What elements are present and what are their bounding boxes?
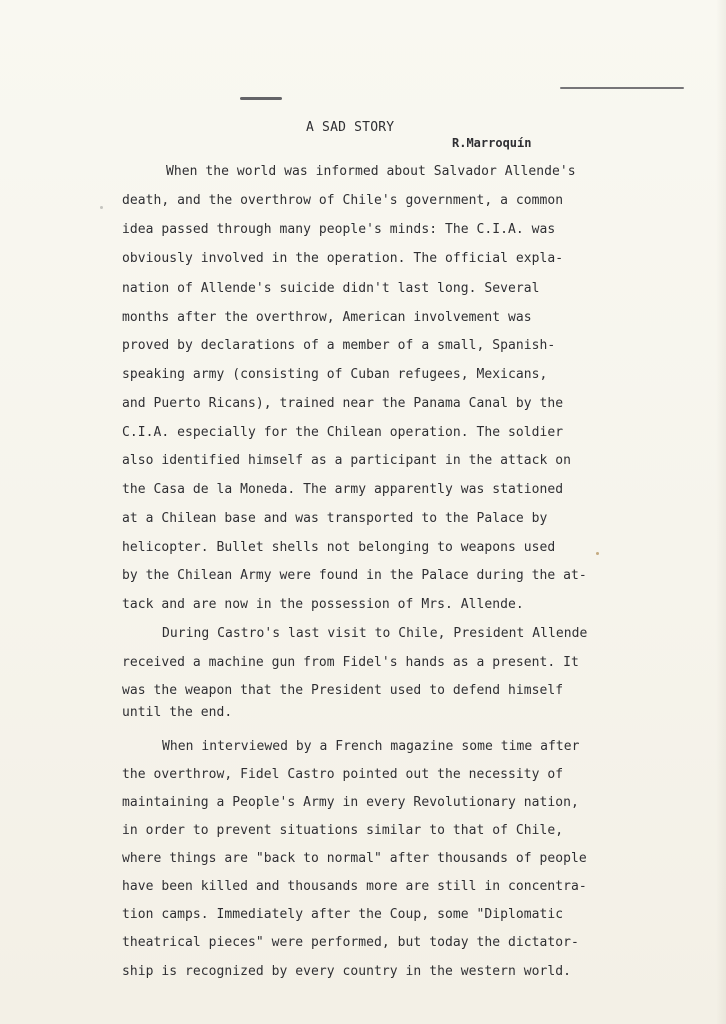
document-title: A SAD STORY xyxy=(306,120,395,135)
body-line: death, and the overthrow of Chile's government, a common xyxy=(122,193,564,208)
body-line: and Puerto Ricans), trained near the Panama Canal by the xyxy=(122,396,564,411)
ink-dot xyxy=(596,552,599,555)
body-line: the overthrow, Fidel Castro pointed out the necessity of xyxy=(122,767,564,782)
body-line: tion camps. Immediately after the Coup, some "Diplomatic xyxy=(122,907,564,922)
body-line: also identified himself as a participant in the attack on xyxy=(122,453,571,468)
body-line: When the world was informed about Salvador Allende's xyxy=(166,164,576,179)
ink-dot xyxy=(100,206,103,209)
body-line: helicopter. Bullet shells not belonging to weapons used xyxy=(122,540,556,555)
top-left-ink-mark xyxy=(240,97,282,100)
top-right-ink-mark xyxy=(560,87,684,89)
body-line: ship is recognized by every country in the western world. xyxy=(122,964,571,979)
body-line: at a Chilean base and was transported to the Palace by xyxy=(122,511,548,526)
document-author: R.Marroquín xyxy=(452,136,532,150)
body-line: theatrical pieces" were performed, but today the dictator- xyxy=(122,935,579,950)
body-line: in order to prevent situations similar to that of Chile, xyxy=(122,823,564,838)
body-line: by the Chilean Army were found in the Palace during the at- xyxy=(122,568,587,583)
body-line: speaking army (consisting of Cuban refugees, Mexicans, xyxy=(122,367,548,382)
body-line: where things are "back to normal" after thousands of people xyxy=(122,851,587,866)
page-edge-shadow xyxy=(716,0,726,1024)
body-line: received a machine gun from Fidel's hands as a present. It xyxy=(122,655,579,670)
body-line: proved by declarations of a member of a small, Spanish- xyxy=(122,338,556,353)
body-line: During Castro's last visit to Chile, President Allende xyxy=(162,626,588,641)
body-line: was the weapon that the President used to defend himself xyxy=(122,683,564,698)
body-line: nation of Allende's suicide didn't last long. Several xyxy=(122,281,540,296)
body-line: until the end. xyxy=(122,705,233,720)
body-line: C.I.A. especially for the Chilean operation. The soldier xyxy=(122,425,564,440)
body-line: idea passed through many people's minds: The C.I.A. was xyxy=(122,222,556,237)
body-line: months after the overthrow, American involvement was xyxy=(122,310,532,325)
body-line: When interviewed by a French magazine some time after xyxy=(162,739,580,754)
body-line: maintaining a People's Army in every Revolutionary nation, xyxy=(122,795,579,810)
body-line: have been killed and thousands more are still in concentra- xyxy=(122,879,587,894)
body-line: obviously involved in the operation. The official expla- xyxy=(122,251,564,266)
body-line: tack and are now in the possession of Mrs. Allende. xyxy=(122,597,524,612)
body-line: the Casa de la Moneda. The army apparently was stationed xyxy=(122,482,564,497)
